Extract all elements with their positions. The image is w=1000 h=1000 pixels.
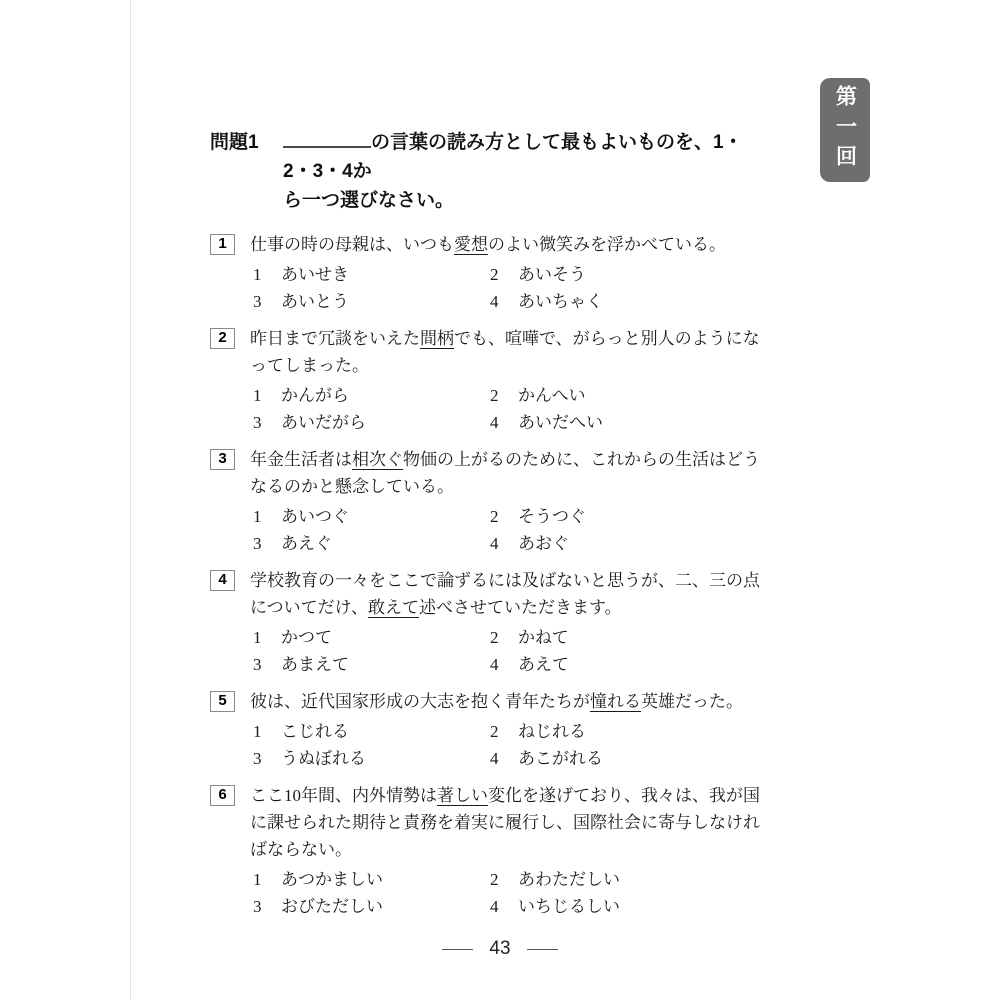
option-text: あいそう bbox=[518, 265, 586, 284]
answer-option bbox=[490, 624, 772, 651]
question-options bbox=[253, 624, 772, 678]
answer-option bbox=[490, 382, 772, 409]
question-sentence bbox=[250, 782, 772, 863]
option-text: あつかましい bbox=[281, 870, 383, 889]
option-text: おびただしい bbox=[281, 897, 383, 916]
sentence-text: 変化を遂げており、我々は、我が国に課せられた期待と責務を着実に履行し、国際社会に寄与しなければならない。 bbox=[250, 786, 760, 859]
sentence-text: のよい微笑みを浮かべている。 bbox=[488, 235, 726, 254]
sentence-text: でも、喧嘩で、がらっと別人のようになってしまった。 bbox=[250, 329, 760, 375]
instructions-line2: ら一つ選びなさい。 bbox=[283, 190, 455, 211]
option-text: いちじるしい bbox=[518, 897, 620, 916]
round-tab bbox=[820, 78, 870, 182]
option-number: 2 bbox=[490, 386, 499, 405]
option-text: あわただしい bbox=[518, 870, 620, 889]
underlined-word: 愛想 bbox=[454, 235, 488, 254]
answer-option bbox=[490, 718, 772, 745]
sentence-text: 物価の上がるのために、これからの生活はどうなるのかと懸念している。 bbox=[250, 450, 760, 496]
option-text: あえぐ bbox=[281, 534, 332, 553]
option-text: かんがら bbox=[281, 386, 349, 405]
option-text: あいだがら bbox=[281, 413, 366, 432]
answer-option bbox=[253, 718, 490, 745]
question-item bbox=[210, 782, 772, 920]
underlined-word: 憧れる bbox=[590, 692, 641, 711]
round-tab-label: 第一回 bbox=[833, 85, 857, 175]
option-text: かねて bbox=[518, 628, 569, 647]
option-text: かつて bbox=[281, 628, 332, 647]
option-text: あえて bbox=[518, 655, 569, 674]
question-item bbox=[210, 567, 772, 678]
question-item bbox=[210, 231, 772, 315]
question-number-box: 6 bbox=[210, 785, 235, 806]
blank-underline bbox=[283, 132, 371, 148]
answer-option bbox=[490, 651, 772, 678]
option-number: 1 bbox=[253, 628, 262, 647]
problem-number-label: 問題1 bbox=[210, 132, 259, 153]
sentence-text: 昨日まで冗談をいえた bbox=[250, 329, 420, 348]
question-options bbox=[253, 261, 772, 315]
answer-option bbox=[490, 530, 772, 557]
question-sentence bbox=[250, 325, 772, 379]
question-row bbox=[210, 325, 772, 379]
answer-option bbox=[490, 503, 772, 530]
option-text: あおぐ bbox=[518, 534, 569, 553]
option-number: 1 bbox=[253, 722, 262, 741]
questions-list bbox=[210, 231, 772, 920]
option-number: 2 bbox=[490, 265, 499, 284]
question-row bbox=[210, 782, 772, 863]
option-text: あいちゃく bbox=[518, 292, 603, 311]
answer-option bbox=[253, 409, 490, 436]
instructions-line1-text: の言葉の読み方として最もよいものを、1・2・3・4か bbox=[283, 132, 743, 182]
option-text: あこがれる bbox=[518, 749, 603, 768]
answer-option bbox=[253, 745, 490, 772]
answer-option bbox=[490, 866, 772, 893]
option-number: 4 bbox=[490, 897, 499, 916]
question-options bbox=[253, 503, 772, 557]
question-row bbox=[210, 567, 772, 621]
option-number: 2 bbox=[490, 507, 499, 526]
option-number: 1 bbox=[253, 507, 262, 526]
question-sentence bbox=[250, 446, 772, 500]
option-number: 4 bbox=[490, 292, 499, 311]
answer-option bbox=[253, 382, 490, 409]
option-number: 3 bbox=[253, 749, 262, 768]
underlined-word: 敢えて bbox=[367, 598, 419, 617]
answer-option bbox=[253, 893, 490, 920]
answer-option bbox=[490, 893, 772, 920]
instructions-line1 bbox=[283, 128, 772, 186]
underlined-word: 著しい bbox=[437, 786, 488, 805]
option-number: 4 bbox=[490, 413, 499, 432]
option-number: 4 bbox=[490, 655, 499, 674]
answer-option bbox=[253, 866, 490, 893]
underlined-word: 相次ぐ bbox=[352, 450, 403, 469]
option-number: 2 bbox=[490, 722, 499, 741]
option-text: うぬぼれる bbox=[281, 749, 366, 768]
question-number-box: 5 bbox=[210, 691, 235, 712]
question-sentence bbox=[250, 567, 772, 621]
question-number-box: 4 bbox=[210, 570, 235, 591]
option-number: 2 bbox=[490, 628, 499, 647]
sentence-text: ここ10年間、内外情勢は bbox=[250, 786, 437, 805]
option-number: 4 bbox=[490, 534, 499, 553]
option-number: 3 bbox=[253, 534, 262, 553]
question-row bbox=[210, 446, 772, 500]
answer-option bbox=[253, 651, 490, 678]
question-sentence bbox=[250, 231, 772, 258]
question-number-box: 1 bbox=[210, 234, 235, 255]
question-options bbox=[253, 718, 772, 772]
question-item bbox=[210, 446, 772, 557]
page-edge-line bbox=[130, 0, 131, 1000]
option-number: 4 bbox=[490, 749, 499, 768]
problem-instructions bbox=[283, 128, 772, 215]
answer-option bbox=[253, 261, 490, 288]
option-number: 3 bbox=[253, 655, 262, 674]
question-sentence bbox=[250, 688, 772, 715]
option-text: あいせき bbox=[281, 265, 349, 284]
option-number: 2 bbox=[490, 870, 499, 889]
sentence-text: 年金生活者は bbox=[250, 450, 352, 469]
page-number: 43 bbox=[489, 938, 511, 959]
sentence-text: 学校教育の一々をここで論ずるには及ばないと思うが、二、三の点についてだけ、 bbox=[250, 571, 760, 617]
question-item bbox=[210, 688, 772, 772]
question-item bbox=[210, 325, 772, 436]
sentence-text: 彼は、近代国家形成の大志を抱く青年たちが bbox=[250, 692, 590, 711]
option-number: 3 bbox=[253, 292, 262, 311]
option-text: あいつぐ bbox=[281, 507, 349, 526]
footer-dash-right bbox=[527, 949, 558, 950]
answer-option bbox=[490, 261, 772, 288]
option-number: 1 bbox=[253, 870, 262, 889]
problem-heading bbox=[210, 128, 772, 215]
option-number: 1 bbox=[253, 265, 262, 284]
answer-option bbox=[490, 288, 772, 315]
footer-dash-left bbox=[442, 949, 473, 950]
option-text: かんへい bbox=[518, 386, 586, 405]
page-content bbox=[210, 128, 772, 930]
option-text: あいだへい bbox=[518, 413, 603, 432]
option-text: こじれる bbox=[281, 722, 349, 741]
question-number-box: 2 bbox=[210, 328, 235, 349]
sentence-text: 英雄だった。 bbox=[641, 692, 743, 711]
option-text: あいとう bbox=[281, 292, 349, 311]
question-options bbox=[253, 382, 772, 436]
answer-option bbox=[253, 624, 490, 651]
answer-option bbox=[253, 503, 490, 530]
option-number: 3 bbox=[253, 897, 262, 916]
option-number: 1 bbox=[253, 386, 262, 405]
option-number: 3 bbox=[253, 413, 262, 432]
option-text: あまえて bbox=[281, 655, 349, 674]
page-footer bbox=[0, 938, 1000, 960]
question-row bbox=[210, 688, 772, 715]
option-text: そうつぐ bbox=[518, 507, 586, 526]
answer-option bbox=[253, 288, 490, 315]
option-text: ねじれる bbox=[518, 722, 586, 741]
question-options bbox=[253, 866, 772, 920]
question-number-box: 3 bbox=[210, 449, 235, 470]
sentence-text: 述べさせていただきます。 bbox=[418, 598, 622, 617]
answer-option bbox=[490, 409, 772, 436]
sentence-text: 仕事の時の母親は、いつも bbox=[250, 235, 454, 254]
answer-option bbox=[253, 530, 490, 557]
underlined-word: 間柄 bbox=[420, 329, 454, 348]
question-row bbox=[210, 231, 772, 258]
answer-option bbox=[490, 745, 772, 772]
